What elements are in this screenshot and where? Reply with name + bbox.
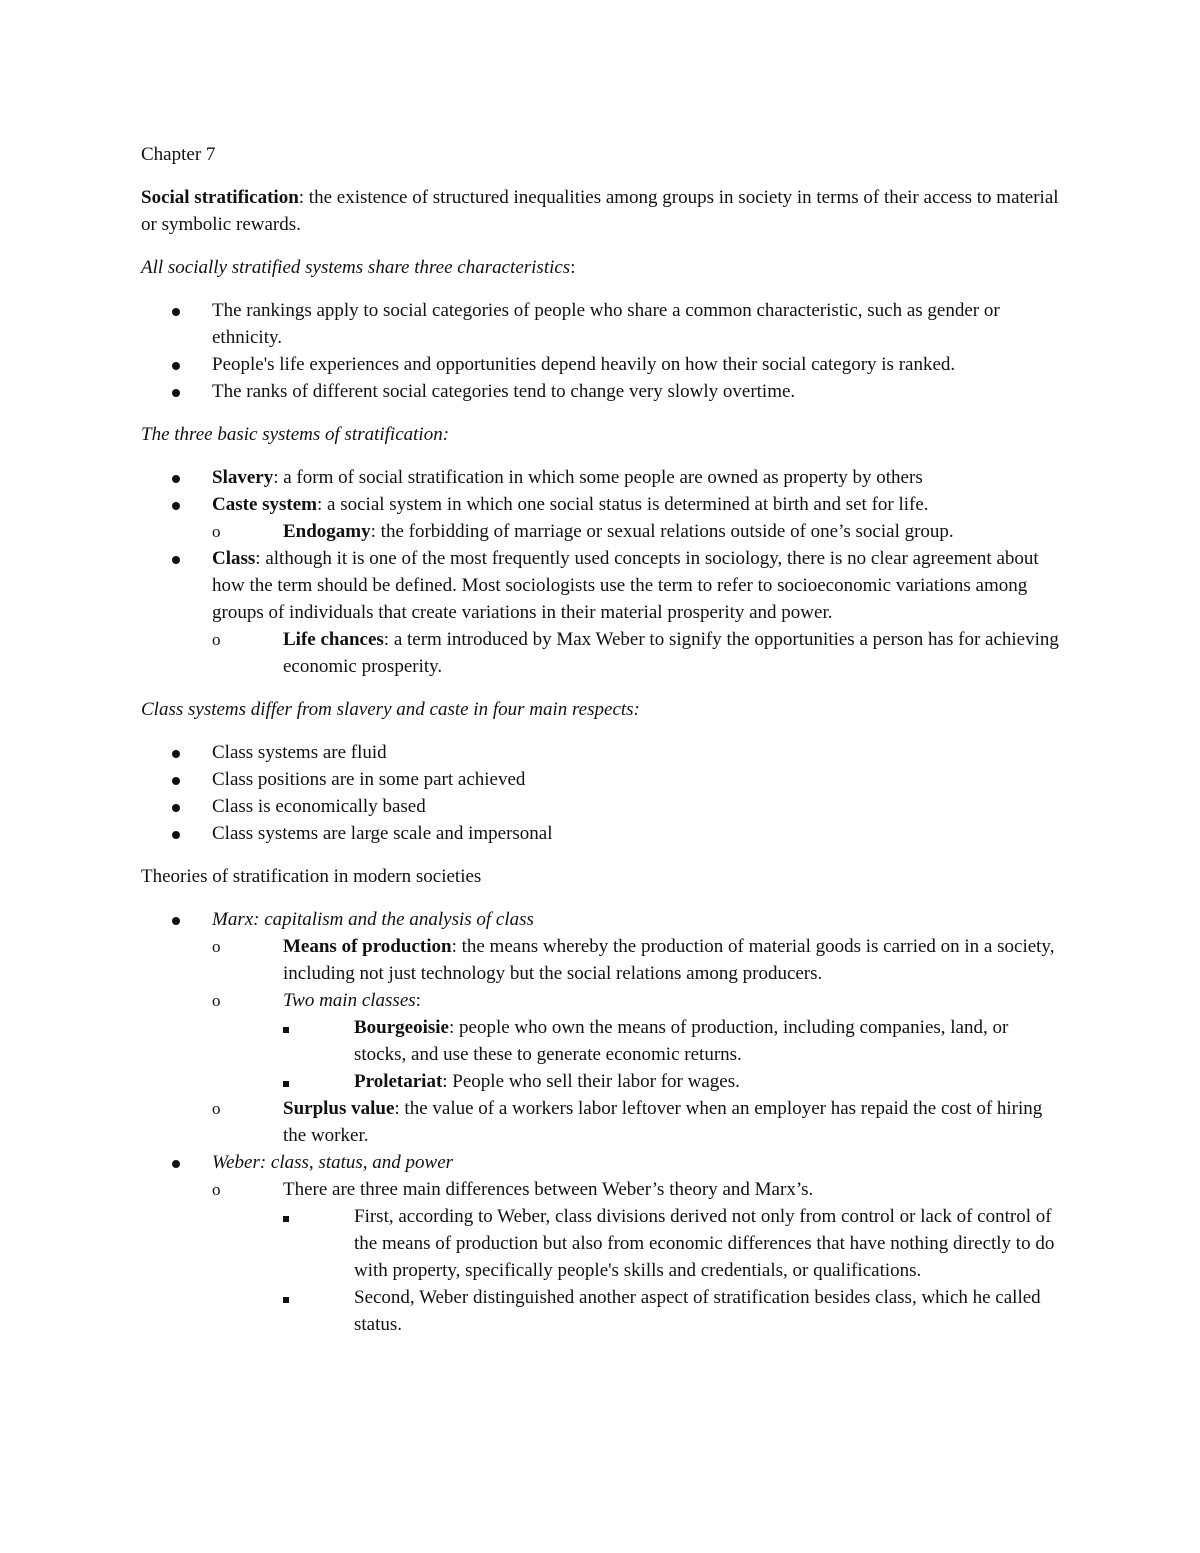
bullet-icon bbox=[172, 378, 186, 405]
circle-bullet-icon: o bbox=[212, 522, 221, 541]
section4-heading: Theories of stratification in modern societies bbox=[141, 866, 482, 887]
characteristics-list bbox=[141, 297, 1061, 405]
list-item-text: The ranks of different social categories tend to change very slowly overtime. bbox=[212, 381, 796, 402]
list-item-caste bbox=[141, 491, 1061, 545]
term-slavery: Slavery bbox=[212, 467, 274, 488]
bullet-icon bbox=[172, 297, 186, 324]
list-item-two-classes bbox=[212, 987, 1061, 1095]
list-item-class bbox=[141, 545, 1061, 680]
bullet-icon bbox=[172, 545, 186, 572]
section2-heading: The three basic systems of stratification: bbox=[141, 424, 450, 445]
weber-label: Weber: class, status, and power bbox=[212, 1152, 454, 1173]
bullet-icon bbox=[172, 351, 186, 378]
circle-bullet-icon: o bbox=[212, 1099, 221, 1118]
section3-heading: Class systems differ from slavery and caste in four main respects: bbox=[141, 699, 640, 720]
circle-bullet-icon: o bbox=[212, 991, 221, 1010]
caste-text: : a social system in which one social status is determined at birth and set for life. bbox=[317, 494, 929, 515]
list-item-first-difference bbox=[283, 1203, 1061, 1284]
document-body bbox=[141, 141, 1061, 1354]
list-item-slavery bbox=[141, 464, 1061, 491]
square-bullet-icon bbox=[283, 1284, 297, 1311]
section1-heading-text: All socially stratified systems share three characteristics bbox=[141, 257, 571, 278]
list-item-text: The rankings apply to social categories of people who share a common characteristic, such as gender or ethnicity. bbox=[212, 300, 1000, 348]
term-endogamy: Endogamy bbox=[283, 521, 371, 542]
bourgeoisie-text: : people who own the means of production, including companies, land, or stocks, and use these to generate economic returns. bbox=[354, 1017, 1009, 1065]
list-item bbox=[141, 378, 1061, 405]
list-item-text: Class positions are in some part achieved bbox=[212, 769, 526, 790]
weber-intro-text: There are three main differences between Weber’s theory and Marx’s. bbox=[283, 1179, 814, 1200]
definition-text: : the existence of structured inequalities among groups in society in terms of their access to material or symbolic rewards. bbox=[141, 187, 1059, 235]
theories-list bbox=[141, 906, 1061, 1338]
class-sublist bbox=[141, 626, 1061, 680]
proletariat-text: : People who sell their labor for wages. bbox=[442, 1071, 740, 1092]
list-item-second-difference bbox=[283, 1284, 1061, 1338]
circle-bullet-icon: o bbox=[212, 630, 221, 649]
list-item bbox=[141, 297, 1061, 351]
bullet-icon bbox=[172, 491, 186, 518]
list-item-endogamy bbox=[212, 518, 1061, 545]
bullet-icon bbox=[172, 820, 186, 847]
list-item-proletariat bbox=[283, 1068, 1061, 1095]
term-social-stratification: Social stratification bbox=[141, 187, 299, 208]
life-chances-text: : a term introduced by Max Weber to signify the opportunities a person has for achieving economic prosperity. bbox=[283, 629, 1059, 677]
list-item bbox=[141, 766, 1061, 793]
square-bullet-icon bbox=[283, 1068, 297, 1095]
bullet-icon bbox=[172, 1149, 186, 1176]
list-item bbox=[141, 793, 1061, 820]
square-bullet-icon bbox=[283, 1014, 297, 1041]
slavery-text: : a form of social stratification in which some people are owned as property by others bbox=[273, 467, 923, 488]
term-bourgeoisie: Bourgeoisie bbox=[354, 1017, 449, 1038]
list-item-text: Class is economically based bbox=[212, 796, 426, 817]
first-difference-text: First, according to Weber, class divisions derived not only from control or lack of control of the means of production but also from economic differences that have nothing directly to do with property, specifically people's skills and credentials, or qualifications. bbox=[354, 1206, 1055, 1281]
bullet-icon bbox=[172, 766, 186, 793]
list-item-life-chances bbox=[212, 626, 1061, 680]
two-classes-label: Two main classes bbox=[283, 990, 416, 1011]
systems-list bbox=[141, 464, 1061, 680]
square-bullet-icon bbox=[283, 1203, 297, 1230]
list-item bbox=[141, 820, 1061, 847]
caste-sublist bbox=[141, 518, 1061, 545]
marx-label: Marx: capitalism and the analysis of class bbox=[212, 909, 534, 930]
marx-sublist bbox=[141, 933, 1061, 1149]
term-means-of-production: Means of production bbox=[283, 936, 452, 957]
list-item-bourgeoisie bbox=[283, 1014, 1061, 1068]
section1-heading bbox=[141, 254, 1061, 281]
term-class: Class bbox=[212, 548, 256, 569]
list-item-weber bbox=[141, 1149, 1061, 1338]
term-life-chances: Life chances bbox=[283, 629, 384, 650]
list-item-text: People's life experiences and opportunities depend heavily on how their social category is ranked. bbox=[212, 354, 956, 375]
classes-sublist bbox=[283, 1014, 1061, 1095]
endogamy-text: : the forbidding of marriage or sexual relations outside of one’s social group. bbox=[370, 521, 954, 542]
differences-sublist bbox=[283, 1203, 1061, 1338]
circle-bullet-icon: o bbox=[212, 937, 221, 956]
section1-heading-colon: : bbox=[570, 257, 576, 278]
respects-list bbox=[141, 739, 1061, 847]
list-item-weber-intro bbox=[212, 1176, 1061, 1338]
bullet-icon bbox=[172, 739, 186, 766]
list-item-marx bbox=[141, 906, 1061, 1149]
class-text: : although it is one of the most frequently used concepts in sociology, there is no clear agreement about how the term should be defined. Most sociologists use the term to refer to socioeconomic variations among groups of individuals that create variations in their material prosperity and power. bbox=[212, 548, 1039, 623]
surplus-text: : the value of a workers labor leftover when an employer has repaid the cost of hiring the worker. bbox=[283, 1098, 1043, 1146]
term-proletariat: Proletariat bbox=[354, 1071, 443, 1092]
two-classes-colon: : bbox=[415, 990, 421, 1011]
list-item-text: Class systems are large scale and impersonal bbox=[212, 823, 553, 844]
bullet-icon bbox=[172, 793, 186, 820]
chapter-title: Chapter 7 bbox=[141, 144, 216, 165]
list-item bbox=[141, 351, 1061, 378]
list-item bbox=[141, 739, 1061, 766]
circle-bullet-icon: o bbox=[212, 1180, 221, 1199]
definition-paragraph bbox=[141, 184, 1061, 238]
means-text: : the means whereby the production of material goods is carried on in a society, including not just technology but the social relations among producers. bbox=[283, 936, 1055, 984]
second-difference-text: Second, Weber distinguished another aspect of stratification besides class, which he called status. bbox=[354, 1287, 1041, 1335]
term-caste-system: Caste system bbox=[212, 494, 318, 515]
list-item-surplus-value bbox=[212, 1095, 1061, 1149]
weber-sublist bbox=[141, 1176, 1061, 1338]
list-item-means-of-production bbox=[212, 933, 1061, 987]
term-surplus-value: Surplus value bbox=[283, 1098, 395, 1119]
list-item-text: Class systems are fluid bbox=[212, 742, 387, 763]
bullet-icon bbox=[172, 906, 186, 933]
bullet-icon bbox=[172, 464, 186, 491]
